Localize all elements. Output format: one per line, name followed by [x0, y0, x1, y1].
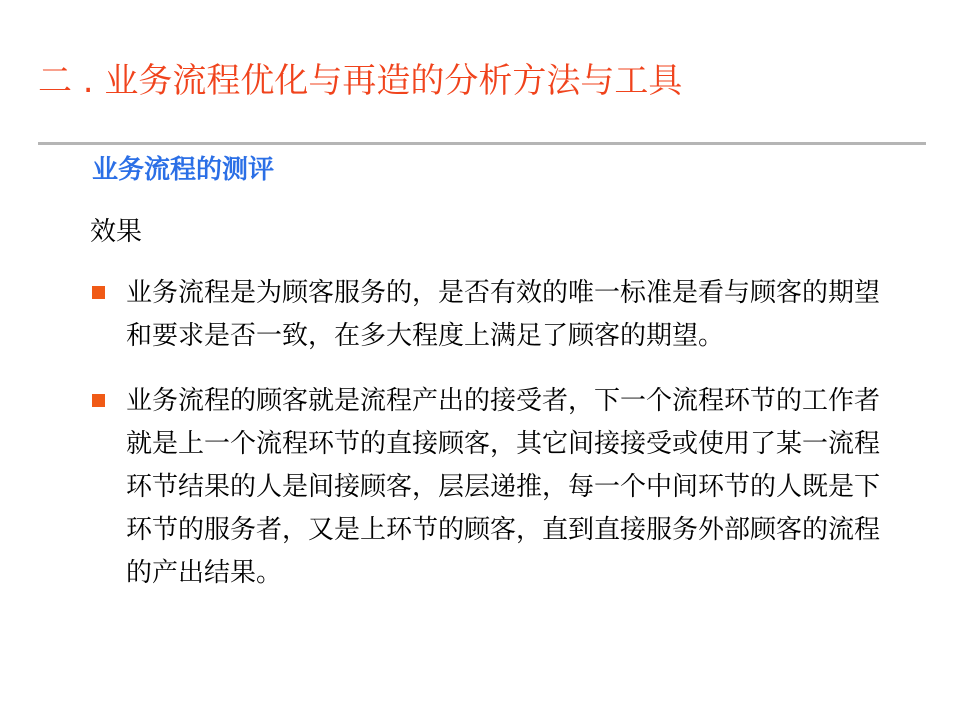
bullet-list	[92, 272, 882, 617]
bullet-item	[92, 380, 882, 595]
bullet-text: 业务流程的顾客就是流程产出的接受者，下一个流程环节的工作者就是上一个流程环节的直接顾客，其它间接接受或使用了某一流程环节结果的人是间接顾客，层层递推，每一个中间环节的人既是下环节的服务者，又是上环节的顾客，直到直接服务外部顾客的流程的产出结果。	[126, 386, 881, 588]
square-bullet-icon	[92, 286, 105, 299]
bullet-text: 业务流程是为顾客服务的，是否有效的唯一标准是看与顾客的期望和要求是否一致，在多大程度上满足了顾客的期望。	[126, 278, 881, 351]
title-divider	[38, 142, 926, 145]
section-heading: 业务流程的测评	[92, 155, 275, 185]
sub-heading: 效果	[90, 217, 143, 247]
square-bullet-icon	[92, 394, 105, 407]
slide-title: 二 . 业务流程优化与再造的分析方法与工具	[38, 61, 683, 101]
bullet-item	[92, 272, 882, 358]
